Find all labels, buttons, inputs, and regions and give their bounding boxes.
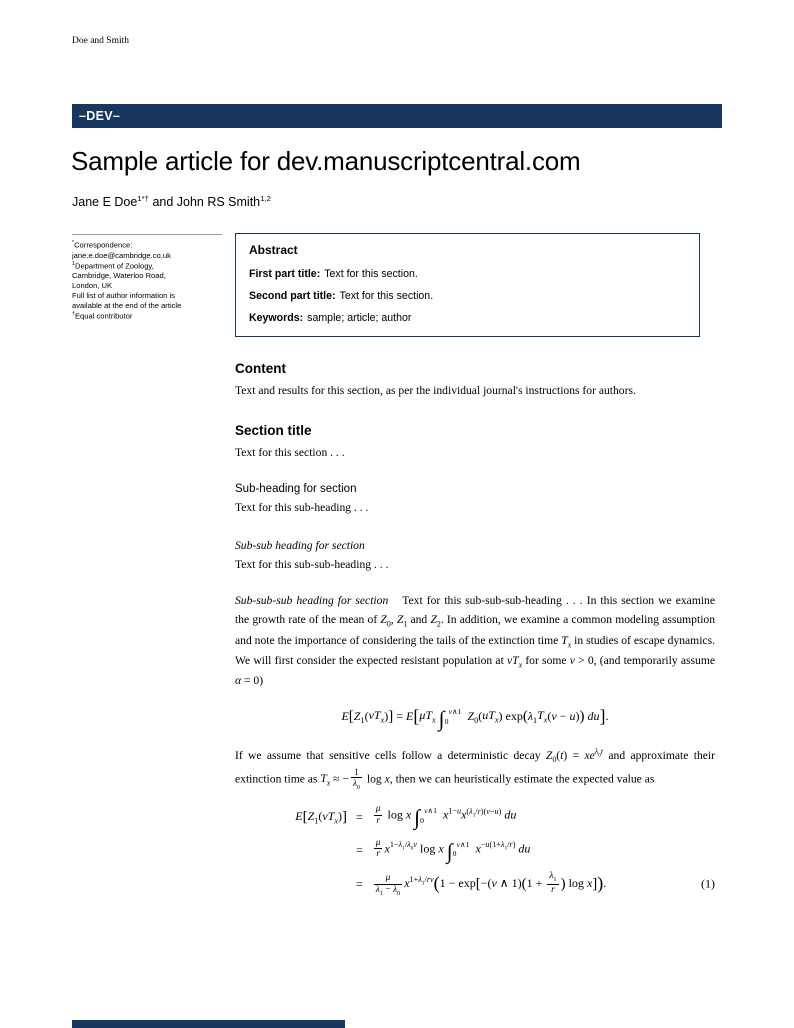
display-equation-1: $E[Z_1(vT_x)] = E[\mu T_x$ ∫ v∧1 0 $Z_0(uT_x) \exp(\lambda_1T_x(v - u))$ du]. bbox=[341, 705, 609, 731]
abstract-item bbox=[249, 267, 686, 281]
abstract-item bbox=[249, 289, 686, 303]
abstract-heading: Abstract bbox=[249, 243, 298, 257]
next-page-banner-edge bbox=[72, 1020, 345, 1028]
running-header: Doe and Smith bbox=[72, 36, 129, 46]
paragraph: Text and results for this section, as per the individual journal's instructions for authors. bbox=[235, 384, 636, 397]
equals-sign: = bbox=[356, 876, 363, 891]
paragraph: Text for this sub-heading . . . bbox=[235, 501, 369, 515]
sub-heading: Sub-heading for section bbox=[235, 483, 357, 496]
affiliation-line: London, UK bbox=[72, 281, 113, 291]
abstract-item-text: Text for this section. bbox=[324, 268, 418, 280]
equation-rhs: $\frac{\mu}{r}$ log x ∫ v∧1 0 $x^{1-u}x^{(\lambda_1/r)(v-u)}$ du bbox=[375, 803, 517, 830]
abstract-item bbox=[249, 311, 686, 325]
abstract-item-label: Second part title: bbox=[249, 289, 336, 302]
equation-lhs: $E[Z_1(vT_x)]$ bbox=[295, 808, 347, 826]
equation-line bbox=[235, 871, 715, 897]
paragraph: If we assume that sensitive cells follow a deterministic decay $Z_0(t) = xe^{\lambda_0t}$ and approximate their extinction time as $T_x$ ≈ − $\frac{1}{\lambda_0}$ log x, then we can heuristically estimate the expected value as bbox=[235, 747, 715, 791]
aligned-equations bbox=[235, 804, 715, 897]
equation-number: (1) bbox=[701, 876, 715, 891]
section-heading-title: Section title bbox=[235, 423, 312, 439]
equation-line bbox=[235, 804, 715, 831]
abstract-item-text: sample; article; author bbox=[307, 311, 412, 324]
equal-contributor-note: †Equal contributor bbox=[72, 311, 133, 321]
equation-rhs: $\frac{\mu}{r}$ $x^{1-\lambda_1/\lambda_0v}$ log x ∫ v∧1 0 $x^{-u(1+\lambda_1/r)}$ du bbox=[375, 837, 531, 864]
main-content bbox=[235, 361, 715, 904]
sub-sub-heading: Sub-sub heading for section bbox=[235, 538, 365, 552]
equals-sign: = bbox=[356, 843, 363, 858]
abstract-item-label: First part title: bbox=[249, 268, 321, 280]
author-info-note: Full list of author information is bbox=[72, 291, 175, 301]
correspondence-note bbox=[72, 234, 222, 322]
paragraph-with-runin-heading bbox=[235, 591, 715, 691]
dev-banner bbox=[72, 104, 722, 128]
paragraph: Text for this section . . . bbox=[235, 446, 345, 460]
equation-line bbox=[235, 838, 715, 865]
authors-line: Jane E Doe$^{1*\dagger}$ and John RS Smith$^{1,2}$ bbox=[72, 194, 271, 210]
correspondence-email: jane.e.doe@cambridge.co.uk bbox=[72, 250, 171, 260]
section-heading-content: Content bbox=[235, 361, 286, 376]
affiliation-line: Cambridge, Waterloo Road, bbox=[72, 271, 166, 281]
abstract-box bbox=[235, 233, 700, 337]
correspondence-line: *Correspondence: bbox=[72, 240, 133, 250]
author-info-note: available at the end of the article bbox=[72, 301, 182, 311]
banner-label: –DEV– bbox=[79, 109, 121, 123]
article-title: Sample article for dev.manuscriptcentral.com bbox=[71, 146, 581, 176]
paragraph: Text for this sub-sub-heading . . . bbox=[235, 557, 389, 571]
equation-rhs: $\frac{\mu}{\lambda_1 - \lambda_0}$ $x^{1+\lambda_1/rv}(1 - \exp[-(v$ ∧ 1)(1 + $\frac{\lambda_1}{r}$ ) log x]). bbox=[375, 871, 607, 897]
affiliation-line: $^1$Department of Zoology, bbox=[72, 260, 154, 271]
abstract-item-text: Text for this section. bbox=[339, 289, 434, 302]
paragraph-text: Text for this sub-sub-sub-heading . . . In this section we examine the growth rate of the mean of $Z_0$, $Z_1$ and $Z_2$. In addition, we examine a common modeling assumption and note the importance of considering the tails of the extinction time $T_x$ in studies of escape dynamics. We will first consider the expected resistant population at $vT_x$ for some v > 0, (and temporarily assume α = 0) bbox=[235, 593, 716, 688]
abstract-item-label: Keywords: bbox=[249, 311, 304, 324]
equals-sign: = bbox=[356, 809, 363, 824]
sub-sub-sub-heading: Sub-sub-sub heading for section bbox=[235, 593, 389, 607]
